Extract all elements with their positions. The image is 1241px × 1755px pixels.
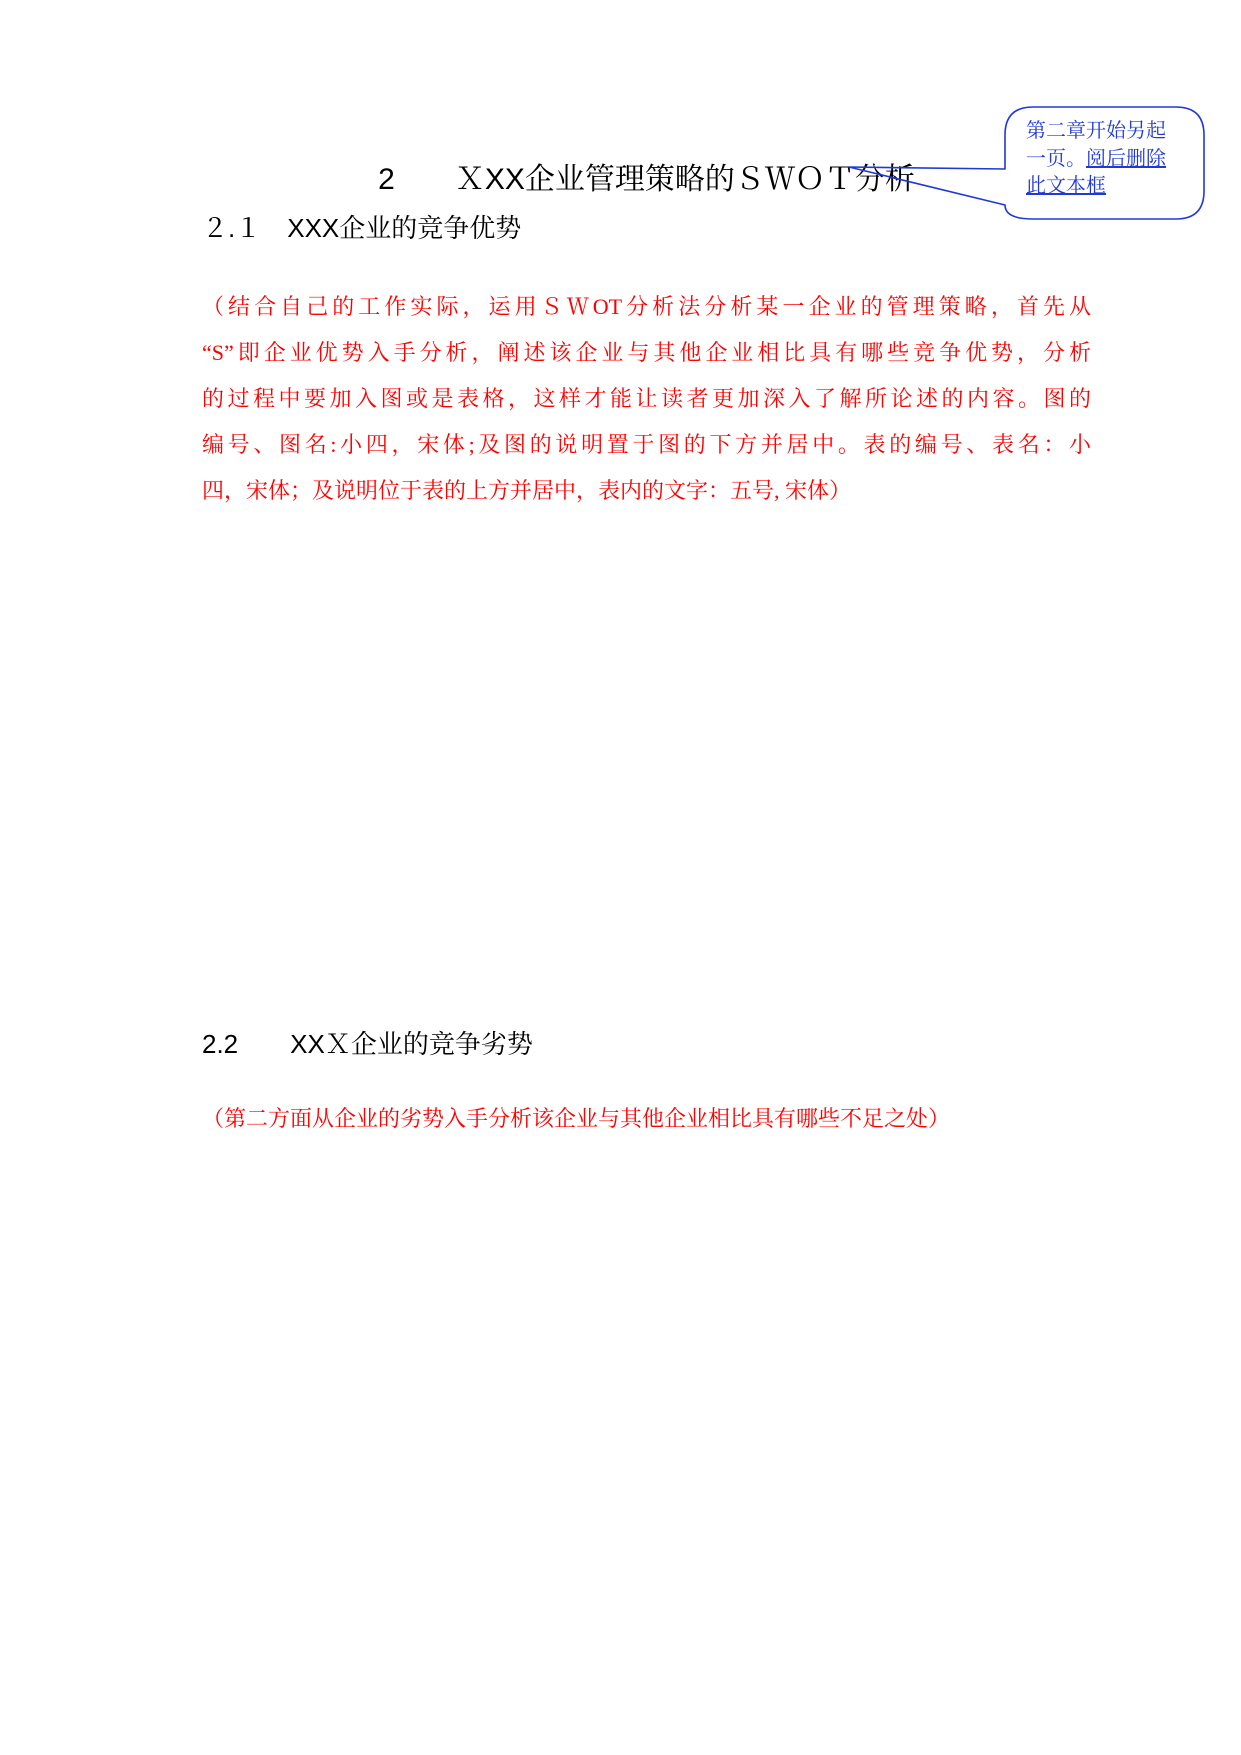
callout-line-2 (1026, 146, 1198, 174)
callout-underlined-text[interactable]: 此文本框 (1026, 175, 1106, 197)
instruction-line: 的过程中要加入图或是表格，这样才能让读者更加深入了解所论述的内容。图的 (202, 386, 1091, 411)
callout-line-2-prefix: 一页。 (1026, 147, 1086, 170)
instruction-paragraph (202, 284, 1091, 514)
instruction-line: （结合自己的工作实际，运用ＳＷOT分析法分析某一企业的管理策略，首先从 (202, 294, 1091, 319)
callout-underlined-text[interactable]: 阅后删除 (1086, 147, 1166, 170)
chapter-title: 2 ＸXX企业管理策略的ＳＷＯＴ分析 (378, 163, 915, 196)
instruction-line: 编号、图名:小四，宋体;及图的说明置于图的下方并居中。表的编号、表名：小 (202, 432, 1091, 457)
instruction-line: 四，宋体；及说明位于表的上方并居中，表内的文字：五号, 宋体） (202, 478, 852, 503)
section-heading-2-1: ２.１ XXX企业的竞争优势 (202, 213, 522, 243)
instruction-line: “S”即企业优势入手分析，阐述该企业与其他企业相比具有哪些竞争优势，分析 (202, 340, 1091, 365)
instruction-line: （第二方面从企业的劣势入手分析该企业与其他企业相比具有哪些不足之处） (202, 1106, 951, 1131)
section-heading-2-2: 2.2 XXＸ企业的竞争劣势 (202, 1029, 533, 1059)
instruction-paragraph (202, 1096, 1091, 1142)
callout-line-3 (1026, 173, 1198, 201)
callout-line-1: 第二章开始另起 (1026, 120, 1166, 142)
callout-textbox[interactable] (1026, 118, 1198, 201)
